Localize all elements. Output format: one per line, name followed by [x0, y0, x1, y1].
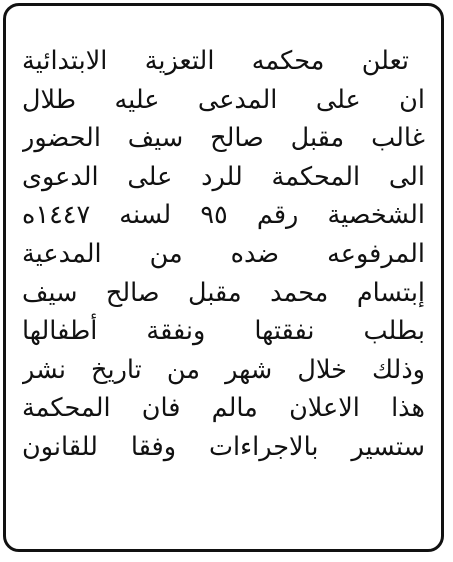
notice-line-10: هذا الاعلان مالم فان المحكمة — [22, 393, 425, 424]
court-notice-text — [22, 42, 425, 467]
notice-line-11: ستسير بالاجراءات وفقا للقانون — [22, 431, 425, 462]
notice-line-9: وذلك خلال شهر من تاريخ نشر — [22, 354, 425, 385]
notice-line-4: الى المحكمة للرد على الدعوى — [22, 161, 425, 192]
notice-line-8: بطلب نفقتها ونفقة أطفالها — [22, 316, 425, 347]
notice-line-2: ان على المدعى عليه طلال — [22, 84, 425, 115]
notice-line-6: المرفوعه ضده من المدعية — [22, 238, 425, 269]
notice-frame — [3, 3, 444, 552]
notice-line-5: الشخصية رقم ٩٥ لسنه ١٤٤٧ه — [22, 200, 425, 231]
notice-line-3: غالب مقبل صالح سيف الحضور — [22, 123, 425, 154]
notice-line-7: إبتسام محمد مقبل صالح سيف — [22, 277, 425, 308]
notice-line-1: تعلن محكمه التعزية الابتدائية — [22, 46, 409, 76]
